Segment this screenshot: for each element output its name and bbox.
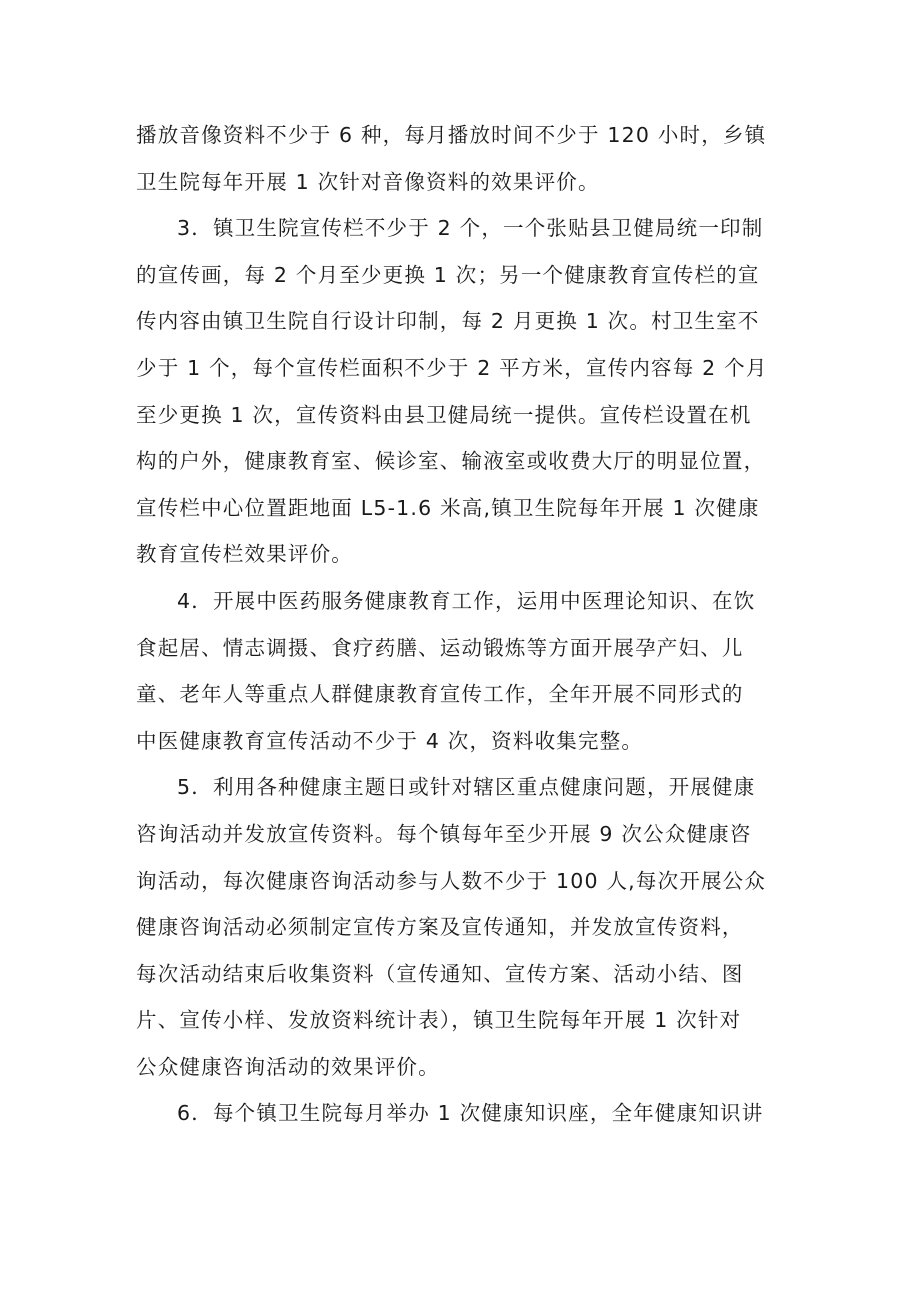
text-line: 播放音像资料不少于 6 种，每月播放时间不少于 120 小时，乡镇	[136, 123, 767, 147]
text-line: 5．利用各种健康主题日或针对辖区重点健康问题，开展健康	[177, 775, 756, 800]
text-line: 3．镇卫生院宣传栏不少于 2 个，一个张贴县卫健局统一印制	[177, 216, 764, 241]
text-line: 卫生院每年开展 1 次针对音像资料的效果评价。	[136, 169, 600, 194]
text-line: 童、老年人等重点人群健康教育宣传工作，全年开展不同形式的	[136, 682, 744, 707]
text-line: 公众健康咨询活动的效果评价。	[136, 1054, 440, 1079]
text-line: 片、宣传小样、发放资料统计表），镇卫生院每年开展 1 次针对	[136, 1008, 742, 1033]
paragraph-continuation	[136, 112, 796, 205]
text-line: 4．开展中医药服务健康教育工作，运用中医理论知识、在饮	[177, 588, 756, 613]
text-line: 6．每个镇卫生院每月举办 1 次健康知识座，全年健康知识讲	[177, 1101, 764, 1126]
text-line: 询活动，每次健康咨询活动参与人数不少于 100 人,每次开展公众	[136, 868, 767, 893]
text-line: 至少更换 1 次，宣传资料由县卫健局统一提供。宣传栏设置在机	[136, 402, 752, 427]
text-line: 每次活动结束后收集资料（宣传通知、宣传方案、活动小结、图	[136, 961, 744, 986]
paragraph-item-6	[136, 1090, 796, 1137]
text-line: 的宣传画，每 2 个月至少更换 1 次；另一个健康教育宣传栏的宣	[136, 262, 760, 287]
text-line: 食起居、情志调摄、食疗药膳、运动锻炼等方面开展孕产妇、儿	[136, 635, 744, 660]
text-line: 构的户外，健康教育室、候诊室、输液室或收费大厅的明显位置，	[136, 449, 766, 474]
text-line: 宣传栏中心位置距地面 L5-1.6 米高,镇卫生院每年开展 1 次健康	[136, 495, 760, 520]
paragraph-item-3	[136, 205, 796, 578]
text-line: 中医健康教育宣传活动不少于 4 次，资料收集完整。	[136, 728, 644, 753]
text-line: 传内容由镇卫生院自行设计印制，每 2 月更换 1 次。村卫生室不	[136, 309, 760, 334]
paragraph-item-4	[136, 578, 796, 764]
text-line: 咨询活动并发放宣传资料。每个镇每年至少开展 9 次公众健康咨	[136, 821, 752, 846]
paragraph-item-5	[136, 764, 796, 1090]
body-text	[136, 112, 796, 1137]
text-line: 健康咨询活动必须制定宣传方案及宣传通知，并发放宣传资料，	[136, 915, 744, 940]
text-line: 教育宣传栏效果评价。	[136, 542, 353, 567]
text-line: 少于 1 个，每个宣传栏面积不少于 2 平方米，宣传内容每 2 个月	[136, 355, 768, 380]
